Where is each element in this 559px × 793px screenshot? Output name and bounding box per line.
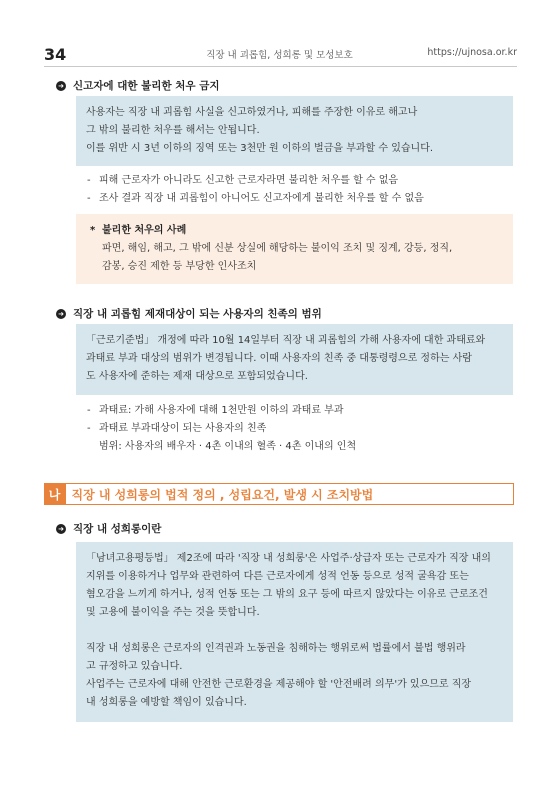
chapter-heading [44,483,514,505]
section-heading-text: 직장 내 성희롱이란 [73,523,162,535]
box-line: 도 사용자에 준하는 제재 대상으로 포함되었습니다. [86,371,308,382]
info-box-relatives [76,324,513,395]
box-line: 사용자는 직장 내 괴롭힘 사실을 신고하였거나, 피해를 주장한 이유로 해고나 [86,107,418,118]
box-line: 사업주는 근로자에 대해 안전한 근로환경을 제공해야 할 '안전배려 의무'가 있으므로 직장 [86,679,472,690]
note-line: 파면, 해임, 해고, 그 밖에 신분 상실에 해당하는 불이익 조치 및 징계, 강등, 정직, [102,243,453,254]
running-header-title: 직장 내 괴롭힘, 성희롱 및 모성보호 [206,50,353,61]
info-box-retaliation [76,96,513,166]
box-line: 고 규정하고 있습니다. [86,661,183,672]
list-item-sub: 범위: 사용자의 배우자 · 4촌 이내의 혈족 · 4촌 이내의 인척 [99,441,357,452]
box-line: 및 고용에 불이익을 주는 것을 뜻합니다. [86,607,260,618]
chapter-tag: 나 [44,483,66,505]
bullet-list-retaliation [87,172,424,208]
circle-arrow-icon: ➜ [56,81,66,91]
box-line: 혐오감을 느끼게 하거나, 성적 언동 또는 그 밖의 요구 등에 따르지 않았다는 이유로 근로조건 [86,589,488,600]
section-heading-relatives [56,306,322,321]
section-heading-text: 신고자에 대한 불리한 처우 금지 [73,80,220,92]
box-line: 「남녀고용평등법」 제2조에 따라 '직장 내 성희롱'은 사업주·상급자 또는 근로자가 직장 내의 [86,553,491,564]
box-line: 내 성희롱을 예방할 책임이 있습니다. [86,697,247,708]
header-divider [44,66,517,67]
section-heading-harassment-definition [56,521,161,536]
list-item: - 피해 근로자가 아니라도 신고한 근로자라면 불리한 처우를 할 수 없음 [87,175,399,186]
box-line: 이를 위반 시 3년 이하의 징역 또는 3천만 원 이하의 벌금을 부과할 수 있습니다. [86,143,434,154]
box-line: 지위를 이용하거나 업무와 관련하여 다른 근로자에게 성적 언동 등으로 성적 굴욕감 또는 [86,571,469,582]
note-title: * 불리한 처우의 사례 [90,225,187,236]
list-item: - 과태료 부과대상이 되는 사용자의 친족 [87,423,267,434]
note-box-examples [76,214,513,284]
box-line: 그 밖의 불리한 처우를 해서는 안됩니다. [86,125,260,136]
box-line: 「근로기준법」 개정에 따라 10월 14일부터 직장 내 괴롭힘의 가해 사용자에 대한 과태료와 [86,335,486,346]
box-line: 직장 내 성희롱은 근로자의 인격권과 노동권을 침해하는 행위로써 법률에서 불법 행위라 [86,643,466,654]
page-number: 34 [44,45,67,64]
section-heading-retaliation [56,78,219,93]
circle-arrow-icon: ➜ [56,309,66,319]
list-item: - 조사 결과 직장 내 괴롭힘이 아니어도 신고자에게 불리한 처우를 할 수 없음 [87,193,424,204]
list-item: - 과태료: 가해 사용자에 대해 1천만원 이하의 과태료 부과 [87,405,344,416]
section-heading-text: 직장 내 괴롭힘 제재대상이 되는 사용자의 친족의 범위 [73,308,322,320]
circle-arrow-icon: ➜ [56,524,66,534]
box-line: 과태료 부과 대상의 범위가 변경됩니다. 이때 사용자의 친족 중 대통령령으로 정하는 사람 [86,353,472,364]
bullet-list-relatives [87,402,356,456]
running-header-url: https://ujnosa.or.kr [427,47,517,58]
paragraph-gap [86,622,503,640]
note-line: 감봉, 승진 제한 등 부당한 인사조치 [102,261,257,272]
chapter-title: 직장 내 성희롱의 법적 정의 , 성립요건, 발생 시 조치방법 [71,487,374,502]
info-box-harassment-definition [76,542,513,722]
